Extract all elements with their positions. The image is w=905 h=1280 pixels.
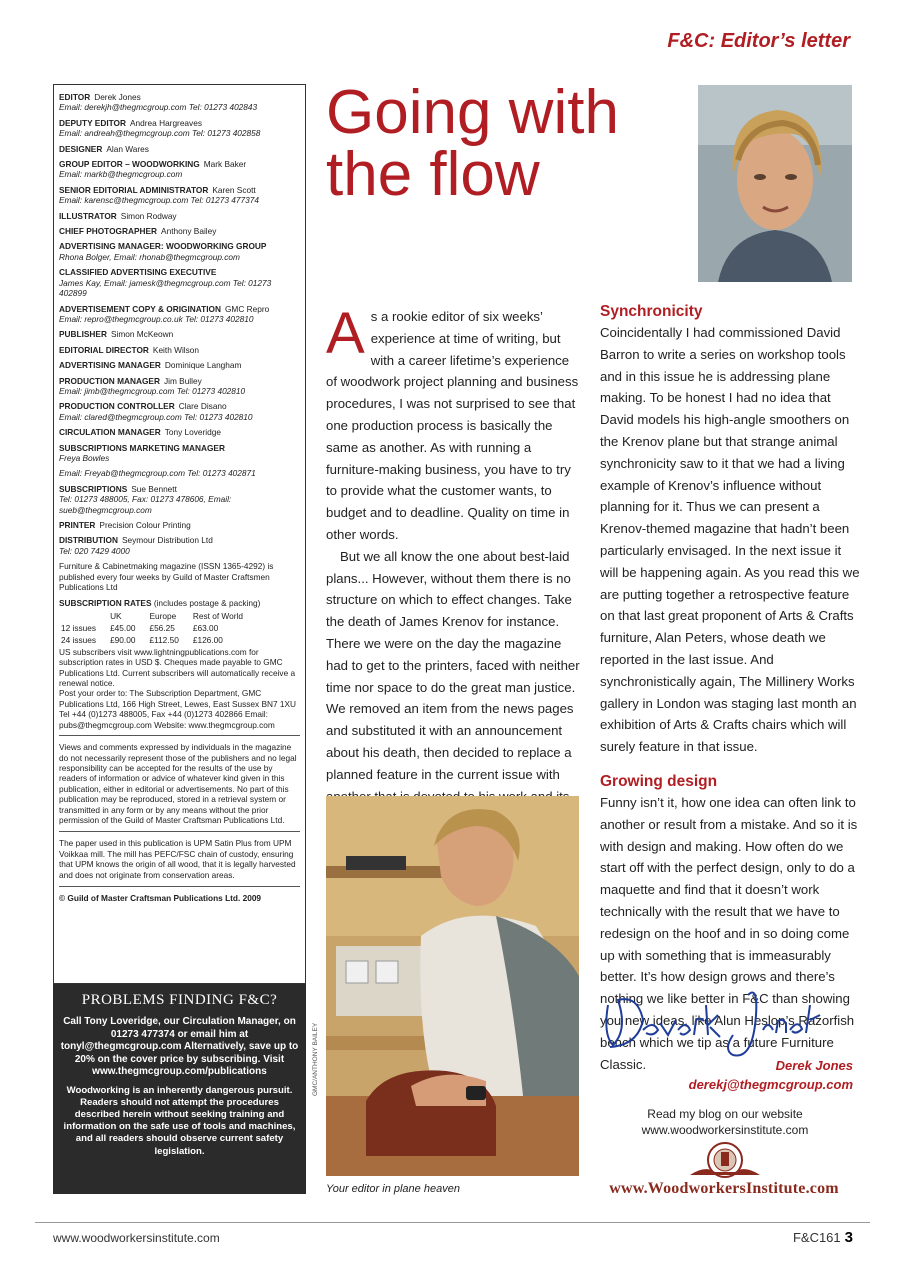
subs-col: Europe: [149, 610, 177, 621]
masthead-entry: [59, 211, 300, 221]
masthead-contact: James Kay, Email: jamesk@thegmcgroup.com Tel: 01273 402899: [59, 277, 272, 299]
masthead-entry: [59, 226, 300, 236]
divider: [59, 831, 300, 832]
masthead-entry: [59, 468, 300, 478]
masthead-name: Tony Loveridge: [164, 427, 221, 438]
masthead-name: Simon Rodway: [120, 210, 177, 221]
footer-folio: [793, 1229, 853, 1246]
drop-cap: A: [326, 301, 365, 366]
subs-address: Post your order to: The Subscription Department, GMC Publications Ltd, 166 High Street, Lewes, East Sussex BN7 1XU: [59, 688, 297, 709]
masthead-entry: [59, 304, 300, 325]
publication-note: Furniture & Cabinetmaking magazine (ISSN 1365-4292) is published every four weeks by Guild of Master Craftsmen Publications Ltd: [59, 561, 274, 593]
copyright: © Guild of Master Craftsman Publications Ltd. 2009: [59, 892, 262, 903]
problems-finding-box: [53, 984, 306, 1194]
masthead-role: CLASSIFIED ADVERTISING EXECUTIVE: [59, 267, 217, 278]
subheading: Synchronicity: [600, 303, 703, 320]
workshop-photo: [326, 796, 579, 1176]
masthead-entry: [59, 159, 300, 180]
masthead-name: Sue Bennett: [131, 483, 177, 494]
masthead-contact: Freya Bowles: [59, 452, 110, 463]
masthead-contact: Email: karensc@thegmcgroup.com Tel: 01273 477374: [59, 195, 259, 206]
editor-name: Derek Jones: [775, 1058, 853, 1073]
masthead-role: PRINTER: [59, 520, 96, 530]
masthead-contact: Email: clared@thegmcgroup.com Tel: 01273 402810: [59, 411, 253, 422]
masthead-role: CIRCULATION MANAGER: [59, 427, 161, 438]
blog-url[interactable]: www.woodworkersinstitute.com: [641, 1123, 809, 1137]
masthead-role: GROUP EDITOR – WOODWORKING: [59, 159, 200, 170]
subs-cell: £56.25: [149, 622, 175, 633]
masthead-role: DESIGNER: [59, 143, 103, 154]
photo-caption: Your editor in plane heaven: [326, 1183, 460, 1195]
subs-cell: £63.00: [192, 622, 219, 633]
masthead-name: Alan Wares: [106, 143, 149, 154]
subs-row: [61, 635, 255, 645]
masthead-role: SUBSCRIPTIONS MARKETING MANAGER: [59, 442, 225, 453]
subs-row: [61, 623, 255, 633]
masthead-contact: Email: repro@thegmcgroup.co.uk Tel: 01273 402810: [59, 313, 254, 324]
masthead-role: CHIEF PHOTOGRAPHER: [59, 226, 158, 237]
subs-heading-note: (includes postage & packing): [153, 598, 261, 609]
masthead-role: DISTRIBUTION: [59, 535, 118, 546]
paragraph-text: s a rookie editor of six weeks’ experience at time of writing, but with a career lifetime’s experience of woodwork project planning and business procedures, I was not surprised to see that one production process is basically the same as another. As with running a furniture-making business, you have to try to provide what the customer wants, to budget and to deadline. Quality on time in other words.: [326, 309, 579, 542]
masthead-role: DEPUTY EDITOR: [59, 117, 127, 128]
blog-line: Read my blog on our website: [647, 1107, 803, 1121]
masthead-name: Precision Colour Printing: [99, 520, 191, 530]
subs-cell: £126.00: [192, 634, 223, 645]
masthead-name: GMC Repro: [224, 303, 270, 314]
editor-portrait: [698, 85, 852, 282]
masthead-entry: [59, 484, 300, 515]
masthead-role: SUBSCRIPTIONS: [59, 483, 128, 494]
subscription-rates: [59, 598, 300, 730]
masthead-contact: Email: jimb@thegmcgroup.com Tel: 01273 402810: [59, 385, 246, 396]
masthead-contact: Email: derekjh@thegmcgroup.com Tel: 01273 402843: [59, 102, 258, 113]
masthead-name: Keith Wilson: [152, 344, 200, 355]
page-number: 3: [844, 1229, 853, 1246]
headline: Going with the flow: [326, 78, 619, 209]
woodworkers-institute-emblem-icon: [685, 1140, 765, 1182]
masthead-role: ADVERTISING MANAGER: [59, 360, 161, 371]
masthead-entry: [59, 535, 300, 556]
masthead-entry: [59, 185, 300, 206]
masthead-name: Jim Bulley: [163, 375, 202, 386]
subs-notes: US subscribers visit www.lightningpublications.com for subscription rates in USD $. Cheques made payable to GMC Publications Ltd. Current subscribers will automatically receive a renewal notice.: [59, 646, 296, 689]
article-column-2: [600, 302, 862, 1089]
masthead-entry: [59, 267, 300, 298]
signature-block: [689, 1056, 853, 1094]
masthead-name: Clare Disano: [178, 401, 227, 412]
blog-note: [620, 1106, 830, 1138]
article-column-1: [326, 301, 580, 829]
photo-credit: GMC/ANTHONY BAILEY: [312, 1022, 319, 1096]
masthead-name: Mark Baker: [203, 159, 247, 170]
subs-col: Rest of World: [192, 610, 243, 621]
section-synchronicity: [600, 302, 862, 758]
masthead-role: PRODUCTION CONTROLLER: [59, 401, 175, 412]
masthead-name: Seymour Distribution Ltd: [122, 535, 213, 546]
masthead-entry: [59, 92, 300, 113]
footer-divider: [35, 1222, 870, 1223]
subs-col: UK: [110, 610, 122, 621]
masthead-role: SENIOR EDITORIAL ADMINISTRATOR: [59, 184, 209, 195]
section-title: F&C: Editor’s letter: [667, 30, 850, 52]
article-paragraph: Funny isn’t it, how one idea can often link to another or result from a mistake. And so it is with design and making. How often do we start off with the perfect design, only to do a maquette and find that it doesn’t work technically with the result that we have to redesign on the hoof and in so doing come up with something that is immeasurably better. It’s how design grows and there’s nothing we like better in F&C than showing you new ideas, like Alun Heslop’s Razorfish bench which we tip as a future Furniture Classic.: [600, 794, 858, 1072]
masthead-contact: Tel: 01273 488005, Fax: 01273 478606, Email: sueb@thegmcgroup.com: [59, 494, 232, 515]
article-paragraph: But we all know the one about best-laid plans... However, without them there is no structure on which to effect changes. Take the death of James Krenov for instance. There we were on the day the magazine had to get to the printers, faced with neither time nor space to do the great man justice. We removed an item from the news pages and substituted it with an announcement about his death, then decided to replace a planned feature in the current issue with: [326, 548, 580, 782]
masthead-name: Andrea Hargreaves: [130, 117, 202, 128]
subs-cell: £90.00: [110, 634, 136, 645]
masthead-entry: [59, 241, 300, 262]
masthead-entry: [59, 345, 300, 355]
masthead-contact: Tel: 020 7429 4000: [59, 545, 130, 556]
subs-cell: 12 issues: [61, 622, 97, 633]
paper-note: The paper used in this publication is UPM Satin Plus from UPM Voikkaa mill. The mill has PEFC/FSC chain of custody, ensuring that UPM knows the origin of all wood, that it is legally harvested and does not originate from conservation areas.: [59, 838, 296, 880]
safety-warning: Woodworking is an inherently dangerous pursuit. Readers should not attempt the procedures described herein without seeking training and information on the safe use of tools and machines, and all readers should observe current safety legislation.: [63, 1084, 296, 1157]
masthead-name: Karen Scott: [212, 184, 256, 195]
masthead-entry: [59, 360, 300, 370]
article-paragraph: Coincidentally I had commissioned David Barron to write a series on workshop tools and in this issue he is addressing plane making. To be honest I had no idea that David models his high-angle smoothers on the Krenov plane but that strange animal synchronicity saw to it that we had a living example of Krenov’s influence without planning for it. Thus we can present a Krenov-themed magazine that hadn’t been particularly envisaged. In the next issue it will be happening again. As you read this we are putting together a retrospective feature on that last great proponent of Arts & Crafts furniture, Alan Peters, whose death we reported in the last issue. And synchronistically again, The Millinery Works gallery in London was staging last month an exhibition of Arts & Crafts chairs which will surely feature in that issue.: [600, 325, 860, 755]
masthead-entry: [59, 329, 300, 339]
masthead-contact: Email: markb@thegmcgroup.com: [59, 169, 183, 180]
editor-email[interactable]: derekj@thegmcgroup.com: [688, 1077, 853, 1092]
masthead-entry: [59, 118, 300, 139]
subs-heading: SUBSCRIPTION RATES: [59, 598, 152, 609]
masthead-contact: Rhona Bolger, Email: rhonab@thegmcgroup.com: [59, 251, 240, 262]
subs-header-row: [61, 611, 255, 621]
subs-contact: Tel +44 (0)1273 488005, Fax +44 (0)1273 402866 Email: pubs@thegmcgroup.com Website: www.thegmcgroup.com: [59, 709, 275, 730]
footer-url[interactable]: www.woodworkersinstitute.com: [53, 1231, 220, 1245]
subs-cell: 24 issues: [61, 634, 97, 645]
divider: [59, 735, 300, 736]
masthead-contact: Email: andreah@thegmcgroup.com Tel: 01273 402858: [59, 128, 261, 139]
subs-col: [61, 611, 108, 621]
masthead-name: Anthony Bailey: [161, 226, 217, 237]
masthead-role: EDITORIAL DIRECTOR: [59, 344, 149, 355]
problems-body: Call Tony Loveridge, our Circulation Manager, on 01273 477374 or email him at tonyl@thegmcgroup.com Alternatively, save up to 20% on the cover price by subscribing. Visit www.thegmcgroup.com/publications: [60, 1016, 299, 1077]
masthead-role: EDITOR: [59, 92, 91, 102]
masthead-entry: [59, 401, 300, 422]
masthead-contact: Email: Freyab@thegmcgroup.com Tel: 01273 402871: [59, 468, 256, 479]
divider: [59, 886, 300, 887]
subs-cell: £112.50: [149, 634, 179, 645]
issue-number: F&C161: [792, 1230, 841, 1245]
masthead-name: Dominique Langham: [164, 360, 242, 371]
masthead-name: Derek Jones: [94, 92, 141, 102]
masthead-box: [53, 84, 306, 984]
woodworkers-institute-logo[interactable]: www.WoodworkersInstitute.com: [609, 1180, 839, 1197]
problems-heading: PROBLEMS FINDING F&C?: [81, 992, 278, 1008]
masthead-role: ILLUSTRATOR: [59, 210, 117, 221]
masthead-role: PUBLISHER: [59, 329, 107, 340]
masthead-role: ADVERTISEMENT COPY & ORIGINATION: [59, 303, 221, 314]
masthead-entry: [59, 427, 300, 437]
article-paragraph: [326, 301, 580, 546]
subs-cell: £45.00: [110, 622, 136, 633]
subs-table: [59, 609, 257, 647]
masthead-entries: [59, 92, 300, 556]
masthead-role: ADVERTISING MANAGER: WOODWORKING GROUP: [59, 241, 267, 252]
masthead-entry: [59, 443, 300, 464]
subheading: Growing design: [600, 772, 718, 790]
masthead-entry: [59, 520, 300, 530]
masthead-name: Simon McKeown: [110, 329, 174, 340]
disclaimer: Views and comments expressed by individuals in the magazine do not necessarily represent those of the publishers and no legal responsibility can be accepted for the results of the use by readers of information or advice of whatever kind given in this publication, either in editorial or advertisements. No part of this publication may be reproduced, stored in a retrieval system or transmitted in any form or by any means without the prior permission of the Guild of Master Craftsman Publications Ltd.: [59, 742, 297, 825]
masthead-entry: [59, 144, 300, 154]
masthead-role: PRODUCTION MANAGER: [59, 375, 160, 386]
masthead-entry: [59, 376, 300, 397]
